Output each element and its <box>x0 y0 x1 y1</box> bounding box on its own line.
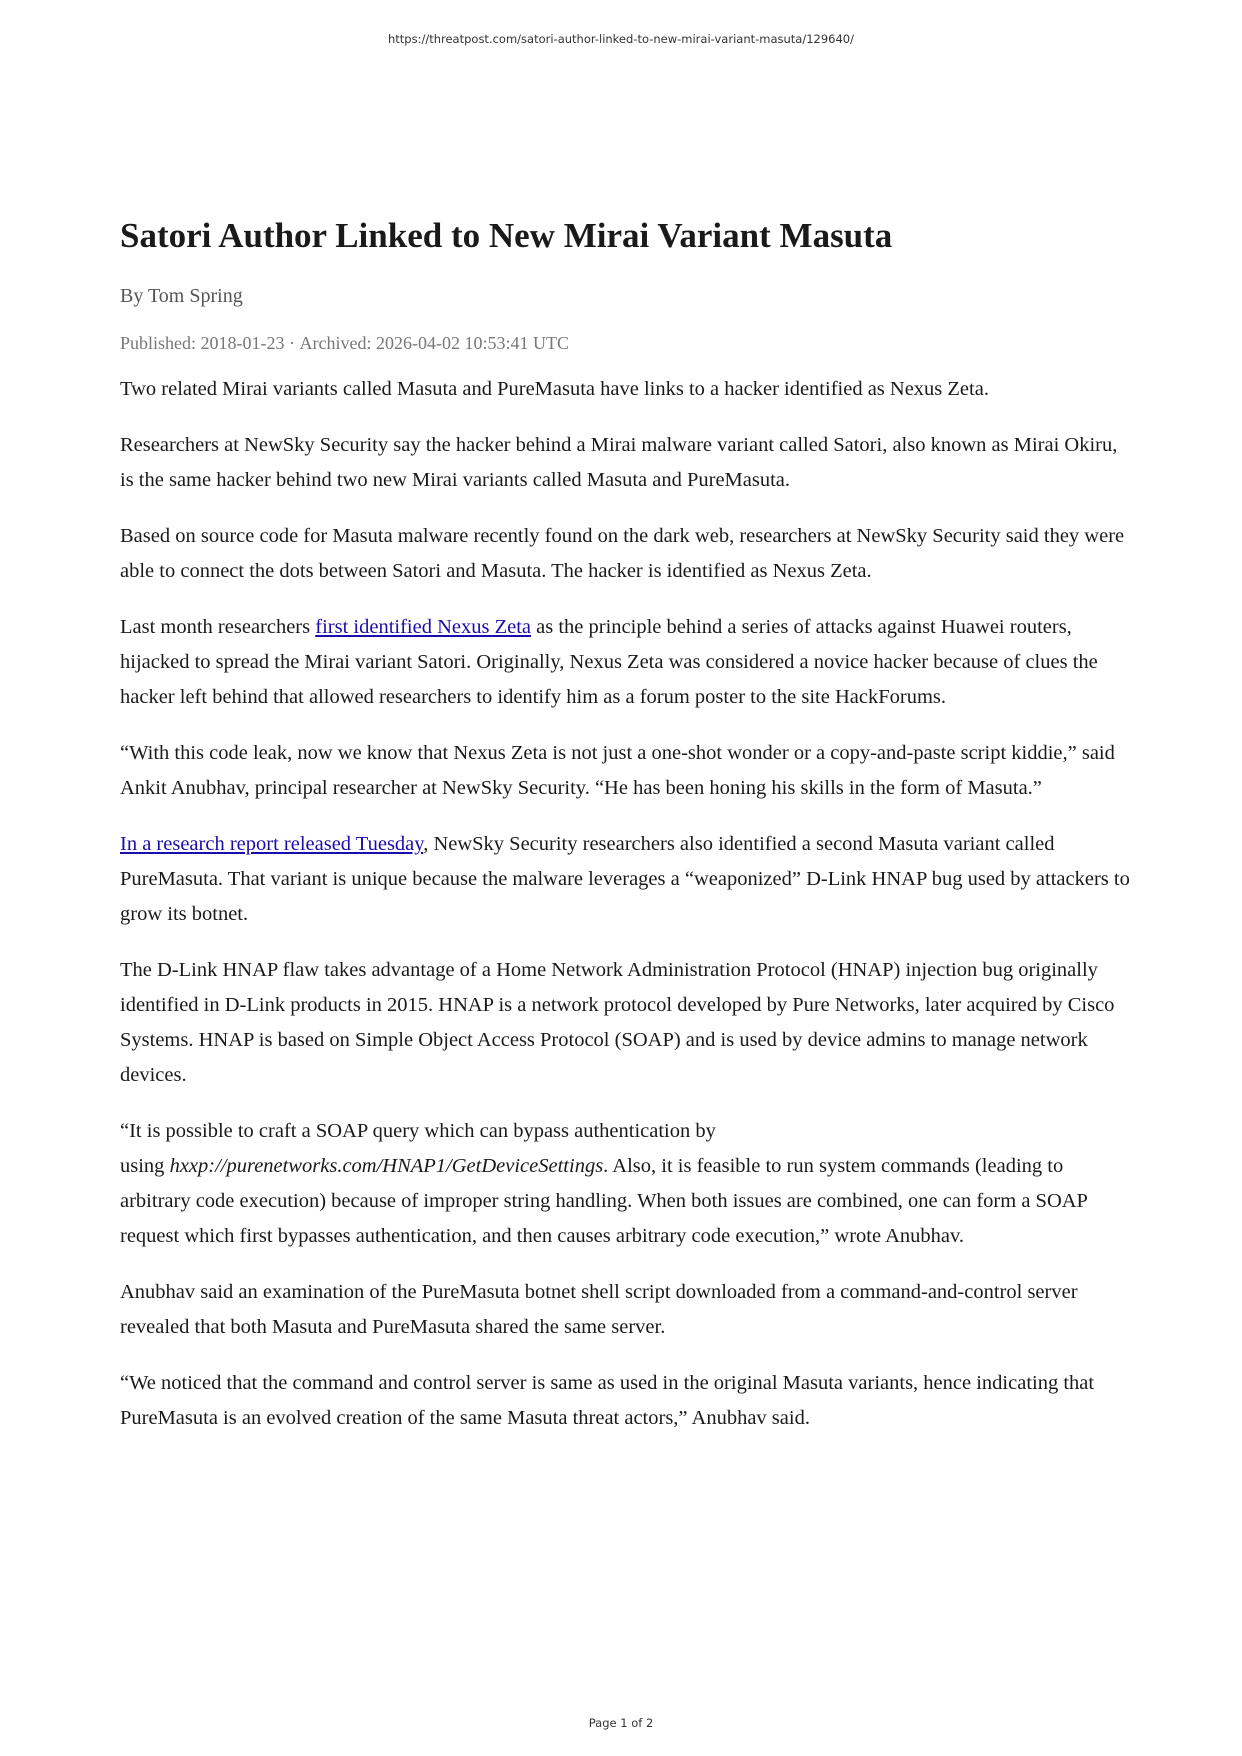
paragraph-7: The D-Link HNAP flaw takes advantage of a Home Network Administration Protocol (HNAP) injection bug originally identified in D-Link products in 2015. HNAP is a network protocol developed by Pure Networks, later acquired by Cisco Systems. HNAP is based on Simple Object Access Protocol (SOAP) and is used by device admins to manage network devices. <box>120 959 1115 1086</box>
paragraph-10: “We noticed that the command and control server is same as used in the original Masuta variants, hence indicating that PureMasuta is an evolved creation of the same Masuta threat actors,” Anubhav said. <box>120 1372 1095 1429</box>
published-date: Published: 2018-01-23 <box>120 333 285 353</box>
meta-separator: · <box>289 333 295 353</box>
article <box>120 214 1130 1457</box>
article-body <box>120 372 1130 1436</box>
paragraph-2: Researchers at NewSky Security say the hacker behind a Mirai malware variant called Satori, also known as Mirai Okiru, is the same hacker behind two new Mirai variants called Masuta and PureMasuta. <box>120 434 1118 491</box>
paragraph-8-lead: using <box>120 1155 170 1177</box>
paragraph-6 <box>120 827 1130 932</box>
article-byline: By Tom Spring <box>120 285 243 307</box>
paragraph-4-rest: as the principle behind a series of attacks against Huawei routers, hijacked to spread the Mirai variant Satori. Originally, Nexus Zeta was considered a novice hacker because of clues the hacker left behind that allowed researchers to identify him as a forum poster to the site HackForums. <box>120 616 1098 708</box>
research-report-link[interactable]: In a research report released Tuesday <box>120 833 424 855</box>
article-dates <box>120 330 1130 356</box>
print-header-url: https://threatpost.com/satori-author-linked-to-new-mirai-variant-masuta/129640/ <box>387 32 854 46</box>
paragraph-6-rest: , NewSky Security researchers also identified a second Masuta variant called PureMasuta. That variant is unique because the malware leverages a “weaponized” D-Link HNAP bug used by attackers to grow its botnet. <box>120 833 1130 925</box>
article-title: Satori Author Linked to New Mirai Variant Masuta <box>120 216 893 255</box>
first-identified-nexus-zeta-link[interactable]: first identified Nexus Zeta <box>315 616 532 638</box>
archived-date: Archived: 2026-04-02 10:53:41 UTC <box>299 333 569 353</box>
paragraph-8 <box>120 1114 1130 1254</box>
paragraph-4-lead: Last month researchers <box>120 616 316 638</box>
paragraph-9: Anubhav said an examination of the PureMasuta botnet shell script downloaded from a command-and-control server revealed that both Masuta and PureMasuta shared the same server. <box>120 1281 1078 1338</box>
page-number: Page 1 of 2 <box>588 1716 654 1730</box>
paragraph-8-rest: . Also, it is feasible to run system commands (leading to arbitrary code execution) because of improper string handling. When both issues are combined, one can form a SOAP request which first bypasses authentication, and then causes arbitrary code execution,” wrote Anubhav. <box>120 1155 1088 1247</box>
paragraph-5: “With this code leak, now we know that Nexus Zeta is not just a one-shot wonder or a copy-and-paste script kiddie,” said Ankit Anubhav, principal researcher at NewSky Security. “He has been honing his skills in the form of Masuta.” <box>120 742 1115 799</box>
hnap-url-text: hxxp://purenetworks.com/HNAP1/GetDeviceSettings <box>169 1155 604 1177</box>
paragraph-4 <box>120 610 1130 715</box>
paragraph-3: Based on source code for Masuta malware recently found on the dark web, researchers at NewSky Security said they were able to connect the dots between Satori and Masuta. The hacker is identified as Nexus Zeta. <box>120 525 1125 582</box>
paragraph-1: Two related Mirai variants called Masuta and PureMasuta have links to a hacker identified as Nexus Zeta. <box>120 378 989 400</box>
paragraph-8-line-1: “It is possible to craft a SOAP query which can bypass authentication by <box>120 1120 716 1142</box>
